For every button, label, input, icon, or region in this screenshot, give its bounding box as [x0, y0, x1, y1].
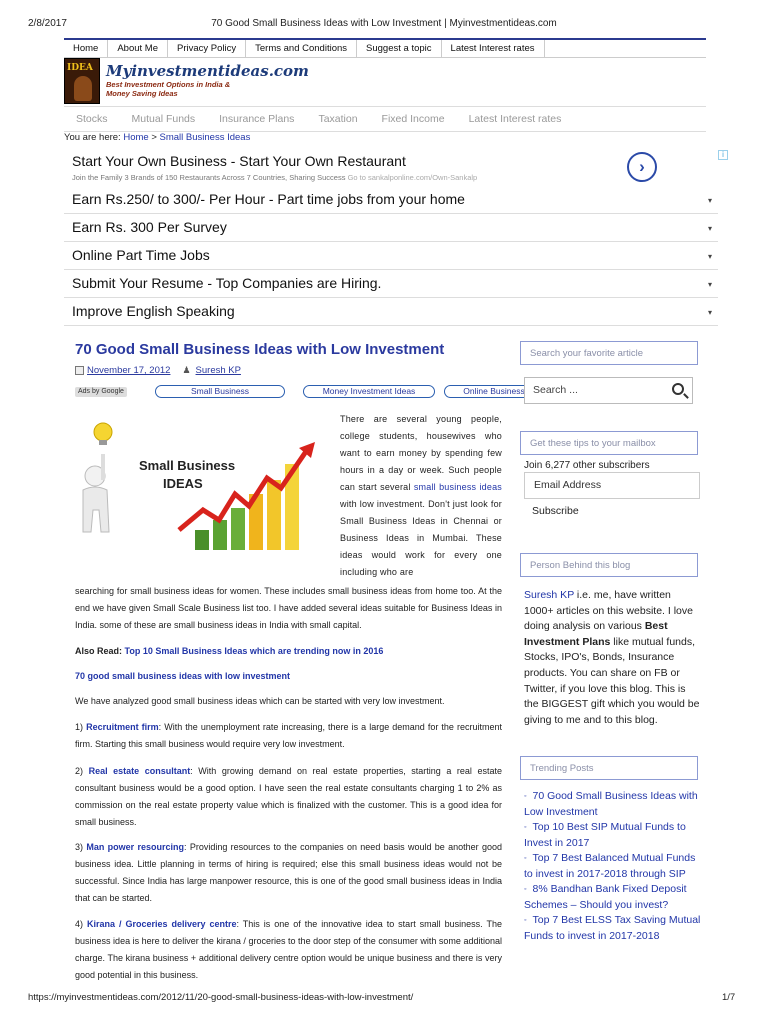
idea-item: 3) Man power resourcing: Providing resources to the companies on need basis would be another good business idea. Little planning in terms of hiring is required; else this small business ideas would not be successful. Since India has large manpower resource, this is one of the good small business ideas in India that can be started.	[75, 842, 502, 903]
person-widget-heading: Person Behind this blog	[520, 553, 698, 577]
mainnav-stocks[interactable]: Stocks	[76, 113, 108, 125]
print-date: 2/8/2017	[28, 18, 67, 29]
ad-headline[interactable]: Start Your Own Business - Start Your Own Restaurant	[72, 153, 406, 169]
mainnav-interest-rates[interactable]: Latest Interest rates	[468, 113, 562, 125]
trending-item[interactable]: ◦ Top 7 Best ELSS Tax Saving Mutual Funds to invest in 2017-2018	[524, 914, 701, 942]
mainnav-fixed-income[interactable]: Fixed Income	[381, 113, 445, 125]
post-author[interactable]: Suresh KP	[195, 365, 241, 376]
trending-item[interactable]: ◦ 8% Bandhan Bank Fixed Deposit Schemes – Should you invest?	[524, 883, 687, 911]
idea-item: 1) Recruitment firm: With the unemployment rate increasing, there is a large demand for the recruitment firm. Starting this small business would require very low investment.	[75, 722, 502, 749]
bullet-icon: ◦	[524, 793, 527, 800]
topnav-privacy[interactable]: Privacy Policy	[168, 40, 246, 57]
site-tagline: Best Investment Options in India & Money Saving Ideas	[106, 80, 231, 98]
mailbox-widget-heading: Get these tips to your mailbox	[520, 431, 698, 455]
topnav-suggest[interactable]: Suggest a topic	[357, 40, 442, 57]
post-date[interactable]: November 17, 2012	[87, 365, 171, 376]
ad-link-row[interactable]: Submit Your Resume - Top Companies are Hiring. ▾	[64, 270, 718, 298]
print-page-title: 70 Good Small Business Ideas with Low Investment | Myinvestmentideas.com	[211, 18, 557, 29]
topnav-home[interactable]: Home	[64, 40, 108, 57]
chevron-down-icon: ▾	[707, 252, 712, 261]
chevron-down-icon: ▾	[707, 308, 712, 317]
also-read-link[interactable]: Top 10 Small Business Ideas which are trending now in 2016	[124, 646, 384, 656]
breadcrumb-current[interactable]: Small Business Ideas	[159, 132, 251, 143]
print-url: https://myinvestmentideas.com/2012/11/20-good-small-business-ideas-with-low-investment/	[28, 992, 414, 1003]
post-title[interactable]: 70 Good Small Business Ideas with Low Investment	[75, 341, 445, 358]
trending-item[interactable]: ◦ Top 7 Best Balanced Mutual Funds to invest in 2017-2018 through SIP	[524, 852, 696, 880]
topnav-about[interactable]: About Me	[108, 40, 168, 57]
trending-list	[524, 789, 702, 944]
email-field[interactable]: Email Address	[524, 472, 700, 499]
chevron-down-icon: ▾	[707, 224, 712, 233]
idea-title[interactable]: Recruitment firm	[86, 722, 159, 732]
top-nav	[64, 38, 706, 58]
ads-by-google-bar	[75, 385, 525, 399]
bullet-icon: ◦	[524, 886, 527, 893]
topnav-terms[interactable]: Terms and Conditions	[246, 40, 357, 57]
subscriber-count: Join 6,277 other subscribers	[524, 460, 650, 471]
also-read: Also Read: Top 10 Small Business Ideas which are trending now in 2016	[75, 646, 384, 656]
trending-item[interactable]: ◦ Top 10 Best SIP Mutual Funds to Invest in 2017	[524, 821, 686, 849]
logo-badge-icon: IDEA	[64, 58, 100, 104]
ad-link-row[interactable]: Improve English Speaking ▾	[64, 298, 718, 326]
ad-description: Join the Family 3 Brands of 150 Restaurants Across 7 Countries, Sharing Success Go to sankalponline.com/Own-Sankalp	[72, 173, 478, 182]
small-business-ideas-link[interactable]: small business ideas	[413, 482, 502, 492]
article-subheading: 70 good small business ideas with low investment	[75, 671, 291, 681]
ad-pill[interactable]: Money Investment Ideas	[303, 385, 435, 398]
idea-title[interactable]: Kirana / Groceries delivery centre	[87, 919, 237, 929]
search-input[interactable]: Search ...	[524, 377, 693, 404]
ad-link-row[interactable]: Earn Rs.250/ to 300/- Per Hour - Part time jobs from your home ▾	[64, 186, 718, 214]
search-icon[interactable]	[672, 383, 684, 395]
business-chart-illustration	[75, 420, 330, 560]
trending-widget-heading: Trending Posts	[520, 756, 698, 780]
trending-item[interactable]: ◦ 70 Good Small Business Ideas with Low Investment	[524, 790, 698, 818]
mainnav-insurance[interactable]: Insurance Plans	[219, 113, 295, 125]
ad-pill[interactable]: Online Business	[444, 385, 525, 398]
ad-banner[interactable]	[64, 150, 724, 190]
ads-by-google-label[interactable]: Ads by Google	[75, 387, 127, 397]
idea-item: 4) Kirana / Groceries delivery centre: This is one of the innovative idea to start small business. The business idea is here to deliver the kirana / groceries to the door step of the consumer with some additional charge. The kirana business + additional delivery centre option would be unique business and there is very good potential in this business.	[75, 919, 502, 980]
person-icon: ♟	[182, 365, 191, 375]
ad-link-row[interactable]: Online Part Time Jobs ▾	[64, 242, 718, 270]
site-logo[interactable]	[64, 58, 314, 108]
main-nav	[64, 106, 706, 132]
bullet-icon: ◦	[524, 917, 527, 924]
small-business-ideas-image	[75, 420, 330, 560]
chevron-down-icon: ▾	[707, 196, 712, 205]
ad-links	[64, 186, 718, 326]
author-bio-link[interactable]: Suresh KP	[524, 589, 575, 601]
breadcrumb: You are here: Home > Small Business Ideas	[64, 132, 251, 143]
bullet-icon: ◦	[524, 824, 527, 831]
calendar-icon	[75, 366, 84, 375]
idea-title[interactable]: Real estate consultant	[88, 766, 191, 776]
article-paragraph: searching for small business ideas for women. These includes small business ideas from home too. At the end we have given Small Scale Business list too. I have added several ideas suitable for Business Ideas in India. some of these are small business ideas in India with small capital.	[75, 586, 502, 630]
idea-title[interactable]: Man power resourcing	[86, 842, 184, 852]
site-name: Myinvestmentideas.com	[106, 62, 309, 80]
ad-arrow-icon[interactable]: ›	[627, 152, 657, 182]
topnav-interest-rates[interactable]: Latest Interest rates	[442, 40, 545, 57]
author-bio: Suresh KP i.e. me, have written 1000+ articles on this website. I love doing analysis on various Best Investment Plans like mutual funds, Stocks, IPO's, Bonds, Insurance products. You can share on FB or Twitter, if you love this blog. This is the BIGGEST gift which you would be giving to me and to this blog.	[524, 589, 700, 726]
print-page-number: 1/7	[722, 992, 736, 1003]
ad-pill[interactable]: Small Business	[155, 385, 285, 398]
search-widget-heading: Search your favorite article	[520, 341, 698, 365]
breadcrumb-home[interactable]: Home	[123, 132, 149, 143]
print-header	[0, 0, 768, 30]
bullet-icon: ◦	[524, 855, 527, 862]
mainnav-taxation[interactable]: Taxation	[318, 113, 358, 125]
chevron-down-icon: ▾	[707, 280, 712, 289]
illustration-line1: Small Business	[139, 458, 236, 473]
illustration-line2: IDEAS	[163, 476, 203, 491]
ad-link-row[interactable]: Earn Rs. 300 Per Survey ▾	[64, 214, 718, 242]
post-meta	[75, 365, 241, 376]
mainnav-mutual-funds[interactable]: Mutual Funds	[131, 113, 196, 125]
article-intro-column: There are several young people, college students, housewives who want to earn money by spending few hours in a day or week. Such people can start several small business ideas with low investment. Don't just look for Small Business Ideas in Chennai or Business Ideas in Mumbai. These ideas would work for every one including who are	[340, 414, 502, 577]
article-intro: We have analyzed good small business ideas which can be started with very low investment.	[75, 696, 445, 706]
adchoices-icon[interactable]: i	[718, 150, 728, 160]
subscribe-button[interactable]: Subscribe	[532, 505, 579, 517]
idea-item: 2) Real estate consultant: With growing demand on real estate properties, starting a real estate consultant business would be a good option. I have seen the real estate consultants charging 1 to 2% as commission on the real estate property value which is finalized with the customer. This is a good idea for small business.	[75, 766, 502, 827]
